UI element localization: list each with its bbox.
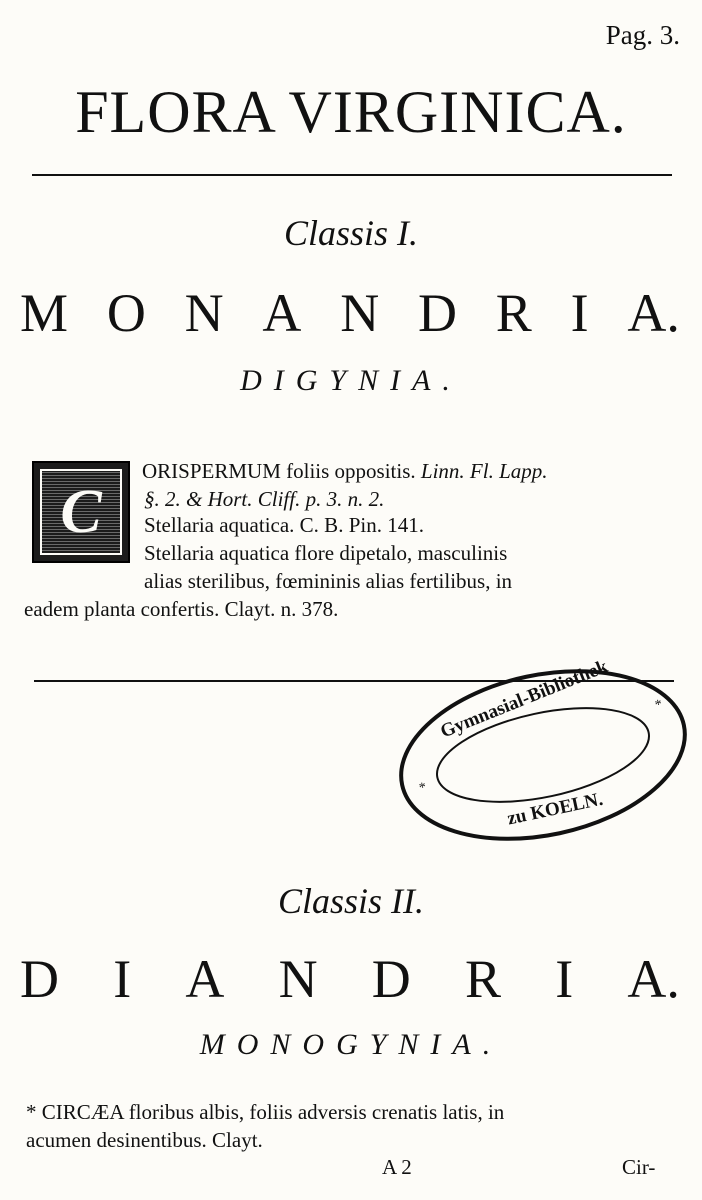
class-name-letter: I — [570, 283, 589, 343]
page-title: FLORA VIRGINICA. — [75, 79, 627, 145]
class-name-letter: A — [262, 283, 302, 343]
class-name-letter: O — [106, 283, 146, 343]
divider-rule-top — [32, 174, 672, 176]
library-stamp — [381, 641, 702, 869]
entry-line-6: eadem planta confertis. Clayt. n. 378. — [24, 597, 339, 621]
svg-text:*: * — [653, 697, 664, 714]
order-heading-2: MONOGYNIA. — [199, 1028, 503, 1061]
signature-mark: A 2 — [382, 1155, 412, 1179]
class-name-letter: D — [418, 283, 457, 343]
class-name-letter: N — [184, 283, 224, 343]
order-heading-1: DIGYNIA. — [240, 364, 462, 397]
class-name-1 — [20, 282, 680, 344]
svg-text:*: * — [417, 780, 428, 797]
page-number: Pag. 3. — [605, 20, 680, 50]
catchword: Cir- — [622, 1155, 656, 1179]
decorated-initial-letter: C — [60, 477, 102, 546]
entry-line-1: ORISPERMUM foliis oppositis. Linn. Fl. Lapp. — [142, 459, 548, 483]
stamp-oval-icon — [381, 641, 702, 869]
entry-circaea-line-2: acumen desinentibus. Clayt. — [26, 1128, 263, 1152]
class-name-letter: A. — [627, 283, 680, 343]
class-name-letter: A. — [627, 949, 680, 1009]
stamp-bottom-text: zu KOELN. — [505, 788, 605, 830]
class-name-letter: M — [20, 283, 69, 343]
class-heading-1: Classis I. — [283, 213, 419, 253]
class-name-letter: D — [371, 949, 411, 1009]
class-name-2 — [20, 948, 680, 1010]
class-name-letter: N — [340, 283, 380, 343]
class-name-letter: I — [555, 949, 574, 1009]
class-heading-2: Classis II. — [277, 881, 425, 921]
entry-line-3: Stellaria aquatica. C. B. Pin. 141. — [144, 513, 424, 537]
class-name-letter: R — [465, 949, 502, 1009]
class-name-letter: R — [495, 283, 532, 343]
entry-circaea-line-1: * CIRCÆA floribus albis, foliis adversis crenatis latis, in — [26, 1100, 505, 1124]
class-name-letter: I — [113, 949, 132, 1009]
class-name-letter: N — [278, 949, 318, 1009]
entry-line-2: §. 2. & Hort. Cliff. p. 3. n. 2. — [144, 487, 385, 511]
stamp-top-text: Gymnasial-Bibliothek — [437, 656, 611, 743]
decorated-initial — [32, 461, 130, 563]
entry-line-5: alias sterilibus, fœmininis alias fertilibus, in — [144, 569, 513, 593]
class-name-letter: A — [185, 949, 225, 1009]
class-name-letter: D — [20, 949, 59, 1009]
entry-line-4: Stellaria aquatica flore dipetalo, masculinis — [144, 541, 508, 565]
